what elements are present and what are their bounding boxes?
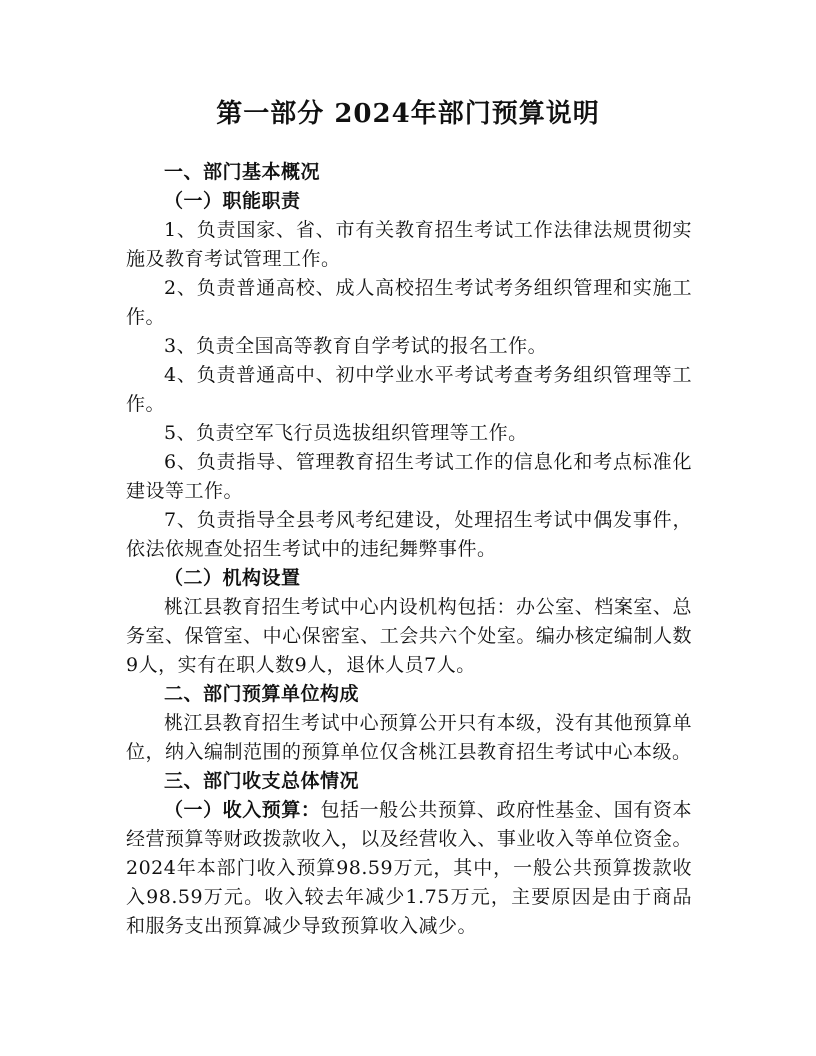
section-heading-revenue-expenditure: 三、部门收支总体情况 <box>164 770 360 792</box>
subheading-duties: （一）职能职责 <box>164 190 301 212</box>
budget-units-paragraph: 桃江县教育招生考试中心预算公开只有本级，没有其他预算单位，纳入编制范围的预算单位仅含桃江县教育招生考试中心本级。 <box>126 712 692 763</box>
duty-item: 7、负责指导全县考风考纪建设，处理招生考试中偶发事件，依法依规查处招生考试中的违纪舞弊事件。 <box>126 509 692 560</box>
duty-item: 2、负责普通高校、成人高校招生考试考务组织管理和实施工作。 <box>126 277 692 328</box>
section-heading-basic-overview: 一、部门基本概况 <box>164 161 321 183</box>
document-body <box>126 158 692 941</box>
income-budget-paragraph <box>126 796 692 941</box>
duty-item: 3、负责全国高等教育自学考试的报名工作。 <box>164 335 548 357</box>
page-title: 第一部分 2024年部门预算说明 <box>216 99 600 129</box>
income-budget-lead: （一）收入预算： <box>164 799 321 821</box>
subheading-org-setup: （二）机构设置 <box>164 567 301 589</box>
section-heading-budget-units: 二、部门预算单位构成 <box>164 683 360 705</box>
duty-item: 6、负责指导、管理教育招生考试工作的信息化和考点标准化建设等工作。 <box>126 451 692 502</box>
duty-item: 4、负责普通高中、初中学业水平考试考查考务组织管理等工作。 <box>126 364 692 415</box>
duty-item: 1、负责国家、省、市有关教育招生考试工作法律法规贯彻实施及教育考试管理工作。 <box>126 219 692 270</box>
org-setup-paragraph: 桃江县教育招生考试中心内设机构包括：办公室、档案室、总务室、保管室、中心保密室、工会共六个处室。编办核定编制人数9人，实有在职人数9人，退休人员7人。 <box>126 596 692 676</box>
duty-item: 5、负责空军飞行员选拔组织管理等工作。 <box>164 422 528 444</box>
income-budget-text: 包括一般公共预算、政府性基金、国有资本经营预算等财政拨款收入，以及经营收入、事业收入等单位资金。2024年本部门收入预算98.59万元，其中，一般公共预算拨款收入98.59万元。收入较去年减少1.75万元，主要原因是由于商品和服务支出预算减少导致预算收入减少。 <box>126 799 692 937</box>
